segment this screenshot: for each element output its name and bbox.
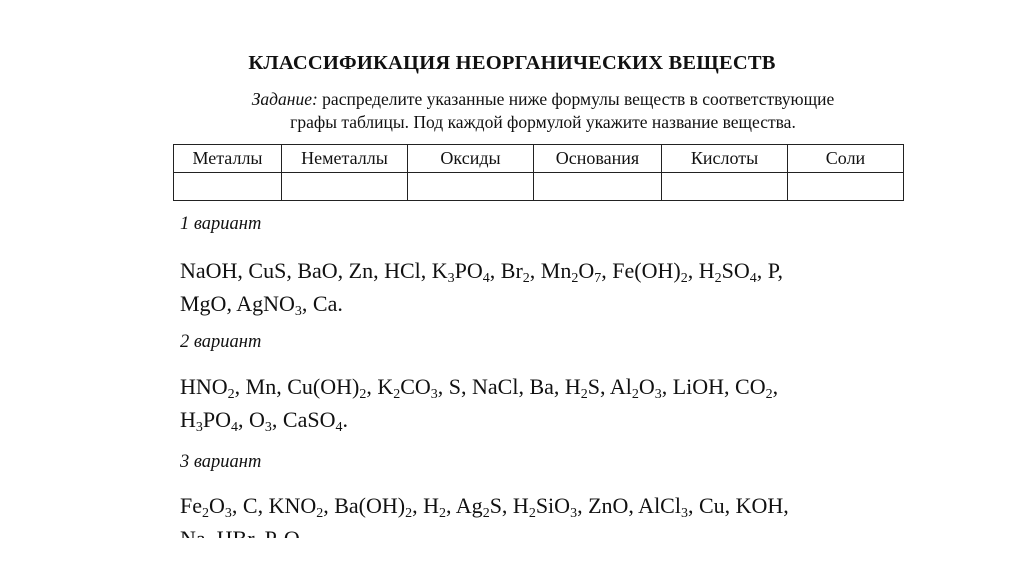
table-cell: [174, 173, 282, 201]
page-title: КЛАССИФИКАЦИЯ НЕОРГАНИЧЕСКИХ ВЕЩЕСТВ: [248, 52, 776, 74]
table-empty-row: [174, 173, 904, 201]
header-salts: Соли: [788, 145, 904, 173]
classification-table: [173, 144, 904, 201]
header-oxides: Оксиды: [408, 145, 534, 173]
formula-line: $HNO_2$, Mn, $Cu(OH)_2$, $K_2CO_3$, S, NaCl, Ba, $H_2S$, $Al_2O_3$, LiOH, $CO_2$,: [180, 374, 779, 402]
header-bases: Основания: [534, 145, 662, 173]
variant-2-formulas: [180, 370, 920, 436]
task-lead: Задание:: [251, 89, 318, 109]
task-line-2: графы таблицы. Под каждой формулой укажите название вещества.: [290, 112, 796, 132]
table-cell: [282, 173, 408, 201]
table-cell: [408, 173, 534, 201]
formula-line: MgO, AgNO$_3$, Ca.: [180, 291, 343, 319]
page-cutoff: [0, 538, 1024, 578]
table-cell: [662, 173, 788, 201]
variant-1-label: 1 вариант: [180, 214, 262, 234]
variant-3-label: 3 вариант: [180, 452, 262, 472]
header-acids: Кислоты: [662, 145, 788, 173]
table-header-row: [174, 145, 904, 173]
header-nonmetals: Неметаллы: [282, 145, 408, 173]
variant-1-formulas: [180, 254, 920, 320]
table-cell: [788, 173, 904, 201]
formula-line: $H_3PO_4$, $O_3$, CaSO$_4$.: [180, 407, 348, 435]
table-cell: [534, 173, 662, 201]
task-line-1: распределите указанные ниже формулы веществ в соответствующие: [317, 89, 835, 109]
formula-line: $Fe_2O_3$, C, $KNO_2$, $Ba(OH)_2$, $H_2$, $Ag_2S$, $H_2SiO_3$, ZnO, AlCl$_3$, Cu, KOH,: [180, 493, 789, 521]
formula-line: NaOH, CuS, BaO, Zn, HCl, $K_3PO_4$, $Br_2$, $Mn_2O_7$, $Fe(OH)_2$, $H_2SO_4$, P,: [180, 258, 783, 286]
task-instructions: [170, 88, 916, 134]
variant-2-label: 2 вариант: [180, 332, 262, 352]
header-metals: Металлы: [174, 145, 282, 173]
